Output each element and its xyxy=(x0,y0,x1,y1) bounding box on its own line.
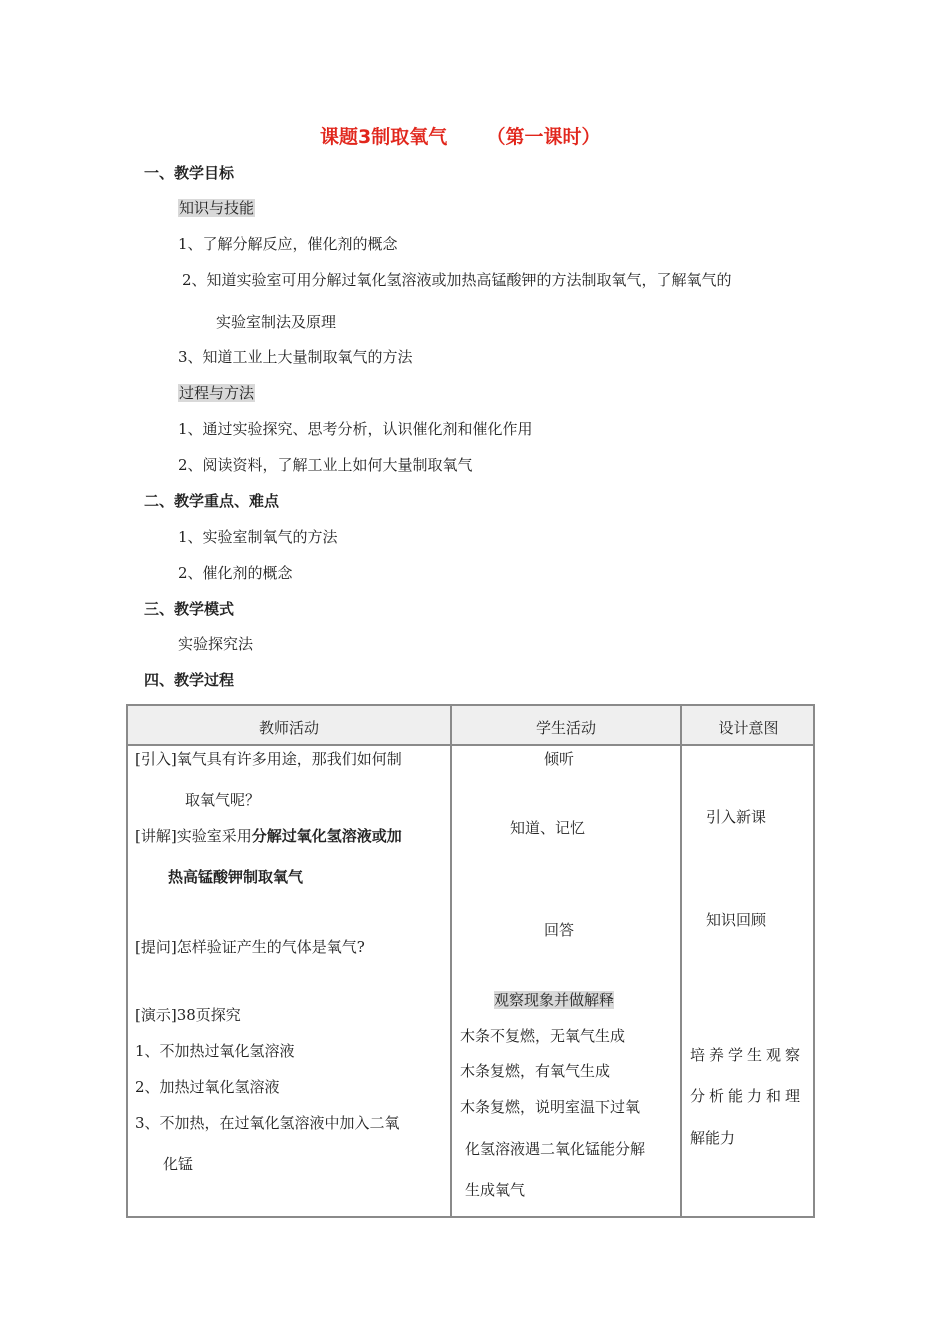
table-divider-1 xyxy=(450,706,452,1216)
intent-ability-line3: 解能力 xyxy=(690,1129,736,1147)
teacher-demo: [演示]38页探究 xyxy=(135,1006,241,1024)
student-listen: 倾听 xyxy=(544,750,575,768)
page-title xyxy=(320,128,601,147)
goals-item-1: 1、了解分解反应，催化剂的概念 xyxy=(178,235,398,253)
teacher-demo-item-3: 3、不加热，在过氧化氢溶液中加入二氧 xyxy=(135,1114,400,1132)
student-result-2: 木条复燃，有氧气生成 xyxy=(460,1062,611,1080)
intent-ability-line2: 分析能力和理 xyxy=(690,1087,805,1105)
process-item-1: 1、通过实验探究、思考分析，认识催化剂和催化作用 xyxy=(178,420,533,438)
header-teacher: 教师活动 xyxy=(258,719,319,737)
student-result-1: 木条不复燃，无氧气生成 xyxy=(460,1027,626,1045)
intent-review: 知识回顾 xyxy=(706,911,767,929)
teacher-question: [提问]怎样验证产生的气体是氧气? xyxy=(135,938,365,956)
teacher-lecture-line1: [讲解]实验室采用分解过氧化氢溶液或加 xyxy=(135,827,402,845)
goals-item-3: 3、知道工业上大量制取氧气的方法 xyxy=(178,348,413,366)
goals-sub-process: 过程与方法 xyxy=(179,384,255,402)
header-student: 学生活动 xyxy=(535,719,596,737)
student-observe: 观察现象并做解释 xyxy=(494,991,615,1009)
title-paren: （第一课时） xyxy=(486,126,601,148)
key-item-2: 2、催化剂的概念 xyxy=(178,564,293,582)
student-know: 知道、记忆 xyxy=(510,819,586,837)
student-result-4: 化氢溶液遇二氧化锰能分解 xyxy=(465,1140,646,1158)
teacher-demo-item-2: 2、加热过氧化氢溶液 xyxy=(135,1078,280,1096)
teacher-demo-item-3-cont: 化锰 xyxy=(163,1155,194,1173)
student-result-5: 生成氧气 xyxy=(465,1181,526,1199)
title-main: 课题3制取氧气 xyxy=(320,126,448,148)
goals-sub-knowledge: 知识与技能 xyxy=(179,199,255,217)
goals-item-2-cont: 实验室制法及原理 xyxy=(216,313,337,331)
header-intent: 设计意图 xyxy=(718,719,779,737)
intent-ability-line1: 培养学生观察 xyxy=(690,1046,805,1064)
teacher-intro-line1: [引入]氧气具有许多用途，那我们如何制 xyxy=(135,750,402,768)
section-mode-heading: 三、教学模式 xyxy=(144,600,235,618)
student-result-3: 木条复燃，说明室温下过氧 xyxy=(460,1098,641,1116)
teacher-lecture-line2: 热高锰酸钾制取氧气 xyxy=(168,868,304,886)
student-answer: 回答 xyxy=(544,921,575,939)
section-key-heading: 二、教学重点、难点 xyxy=(144,492,280,510)
table-divider-2 xyxy=(680,706,682,1216)
process-item-2: 2、阅读资料，了解工业上如何大量制取氧气 xyxy=(178,456,473,474)
teacher-demo-item-1: 1、不加热过氧化氢溶液 xyxy=(135,1042,295,1060)
section-process-heading: 四、教学过程 xyxy=(144,671,235,689)
intent-new: 引入新课 xyxy=(706,808,767,826)
teacher-intro-line2: 取氧气呢？ xyxy=(185,791,261,809)
goals-item-2: 2、知道实验室可用分解过氧化氢溶液或加热高锰酸钾的方法制取氧气，了解氧气的 xyxy=(182,271,732,289)
section-goals-heading: 一、教学目标 xyxy=(144,164,235,182)
key-item-1: 1、实验室制氧气的方法 xyxy=(178,528,338,546)
mode-text: 实验探究法 xyxy=(178,635,254,653)
